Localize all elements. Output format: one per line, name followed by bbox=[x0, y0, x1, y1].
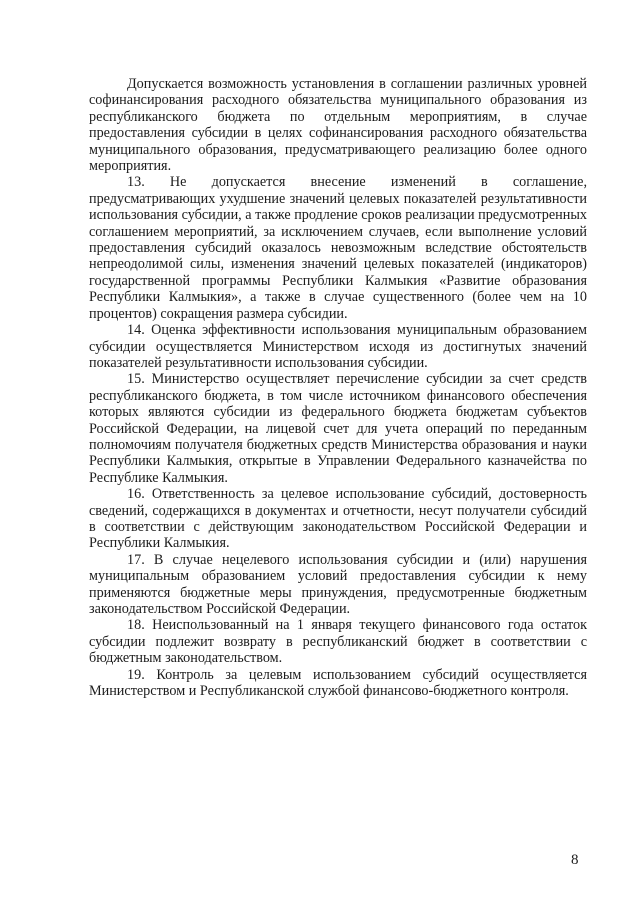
document-body bbox=[89, 76, 587, 699]
paragraph-17-misuse-measures: 17. В случае нецелевого использования субсидии и (или) нарушения муниципальным образованием условий предоставления субсидии к нему применяются бюджетные меры принуждения, предусмотренные бюджетным законодательством Российской Федерации. bbox=[89, 551, 587, 617]
paragraph-13-agreement-changes: 13. Не допускается внесение изменений в соглашение, предусматривающих ухудшение значений целевых показателей результативности использования субсидии, а также продление сроков реализации предусмотренных соглашением мероприятий, за исключением случаев, если выполнение условий предоставления субсидий оказалось невозможным вследствие обстоятельств непреодолимой силы, изменения значений целевых показателей (индикаторов) государственной программы Республики Калмыкия «Развитие образования Республики Калмыкия», а также в случае существенного (более чем на 10 процентов) сокращения размера субсидии. bbox=[89, 174, 587, 322]
paragraph-cofinancing-levels: Допускается возможность установления в соглашении различных уровней софинансирования расходного обязательства муниципального образования из республиканского бюджета по отдельным мероприятиям, в случае предоставления субсидии в целях софинансирования расходного обязательства муниципального образования, предусматривающего реализацию более одного мероприятия. bbox=[89, 76, 587, 175]
paragraph-19-control: 19. Контроль за целевым использованием субсидий осуществляется Министерством и Республиканской службой финансово-бюджетного контроля. bbox=[89, 666, 587, 700]
paragraph-16-responsibility: 16. Ответственность за целевое использование субсидий, достоверность сведений, содержащихся в документах и отчетности, несут получатели субсидий в соответствии с действующим законодательством Российской Федерации и Республики Калмыкия. bbox=[89, 486, 587, 552]
paragraph-18-unused-balance: 18. Неиспользованный на 1 января текущего финансового года остаток субсидии подлежит возврату в республиканский бюджет в соответствии с бюджетным законодательством. bbox=[89, 617, 587, 667]
paragraph-15-subsidy-transfer: 15. Министерство осуществляет перечисление субсидии за счет средств республиканского бюджета, в том числе источником финансового обеспечения которых являются субсидии из федерального бюджета бюджетам субъектов Российской Федерации, на лицевой счет для учета операций по переданным полномочиям получателя бюджетных средств Министерства образования и науки Республики Калмыкия, открытые в Управлении Федерального казначейства по Республике Калмыкия. bbox=[89, 371, 587, 486]
paragraph-14-efficiency-assessment: 14. Оценка эффективности использования муниципальным образованием субсидии осуществляется Министерством исходя из достигнутых значений показателей результативности использования субсидии. bbox=[89, 322, 587, 371]
page-number: 8 bbox=[571, 852, 579, 868]
